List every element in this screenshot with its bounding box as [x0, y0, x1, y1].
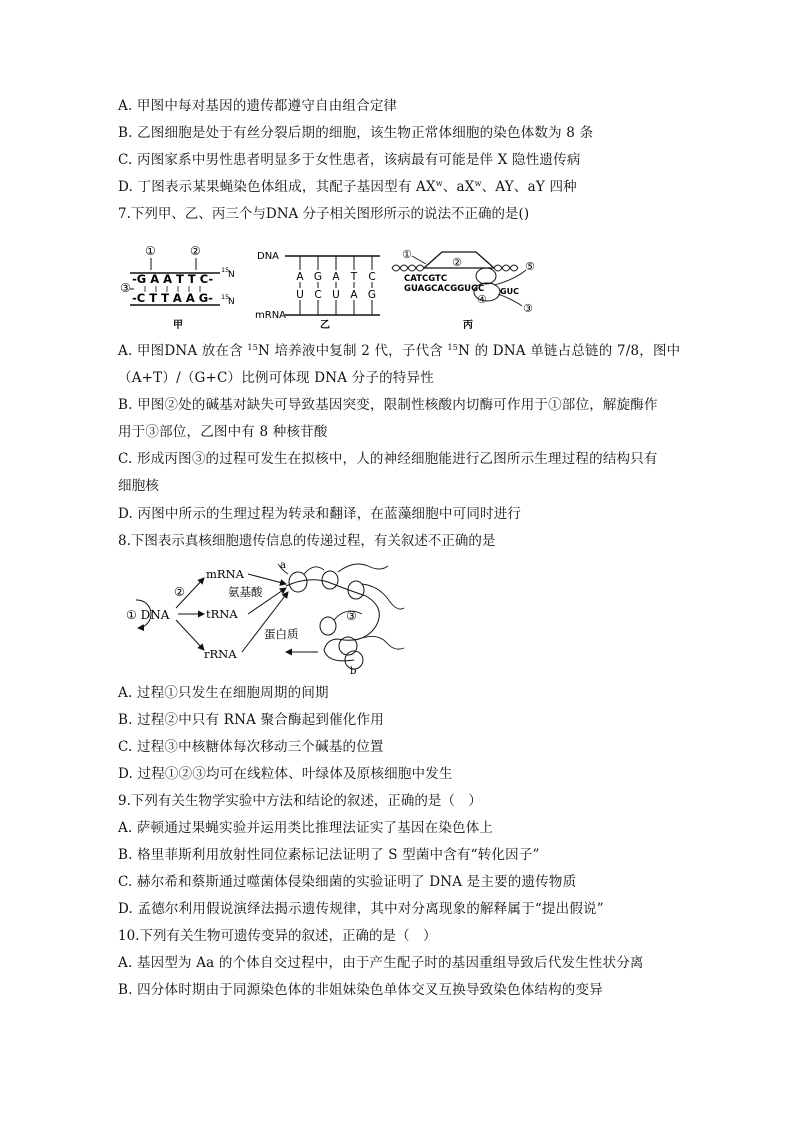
yi-top-base: C [368, 271, 376, 283]
yi-bottom-base: A [350, 289, 358, 301]
bing-marker-5: ⑤ [525, 260, 535, 273]
bing-marker-3: ③ [523, 302, 533, 315]
q8-stem: 8.下图表示真核细胞遗传信息的传递过程，有关叙述不正确的是 [118, 533, 496, 549]
q7-option-a-line1 [118, 342, 680, 360]
q6-d-text-1: D. 丁图表示某果蝇染色体组成，其配子基因型有 AX [118, 179, 436, 195]
q9-option-d: D. 孟德尔利用假说演绎法揭示遗传规律，其中对分离现象的解释属于“提出假说” [118, 901, 604, 917]
q8-label-a: a [280, 560, 286, 571]
q8-option-a: A. 过程①只发生在细胞周期的间期 [118, 685, 329, 701]
q8-mrna-label: mRNA [206, 567, 244, 581]
q8-marker-2: ② [174, 585, 185, 599]
q7-option-d: D. 丙图中所示的生理过程为转录和翻译，在蓝藻细胞中可同时进行 [118, 506, 522, 522]
q9-stem: 9.下列有关生物学实验中方法和结论的叙述，正确的是（ ） [118, 793, 482, 809]
jia-bottom-strand: -C T T A A G- [132, 291, 213, 305]
bing-seq-2: GUAGCACGGUGC [404, 284, 485, 294]
q6-option-b: B. 乙图细胞是处于有丝分裂后期的细胞，该生物正常体细胞的染色体数为 8 条 [118, 125, 594, 141]
jia-marker-2: ② [190, 244, 201, 258]
bing-label: 丙 [463, 320, 473, 331]
q6-option-a: A. 甲图中每对基因的遗传都遵守自由组合定律 [118, 98, 398, 114]
yi-bottom-base: U [332, 289, 340, 301]
q8-dna-label: ① DNA [126, 608, 170, 622]
q8-trna-label: tRNA [206, 607, 238, 621]
bing-dna-helix-left [392, 265, 424, 271]
q8-option-c: C. 过程③中核糖体每次移动三个碱基的位置 [118, 739, 384, 755]
q7-option-b-line1: B. 甲图②处的碱基对缺失可导致基因突变，限制性核酸内切酶可作用于①部位，解旋酶作 [118, 397, 658, 413]
bing-seq-3: GUC [500, 287, 519, 296]
q8-figure [118, 556, 408, 676]
yi-top-base: A [296, 271, 304, 283]
yi-bottom-base: U [296, 289, 304, 301]
yi-top-base: A [332, 271, 340, 283]
q8-label-b: b [350, 666, 357, 676]
q7-option-b-line2: 用于③部位，乙图中有 8 种核苷酸 [118, 424, 328, 440]
jia-marker-1: ① [145, 244, 156, 258]
q8-option-b: B. 过程②中只有 RNA 聚合酶起到催化作用 [118, 712, 384, 728]
q8-arrow-rrna-ribosome [242, 592, 288, 652]
q6-d-sup-2: w [474, 179, 482, 188]
q7-a-text-3: N 的 DNA 单链占总链的 7/8，图中 [458, 343, 681, 359]
q10-stem: 10.下列有关生物可遗传变异的叙述，正确的是（ ） [118, 928, 437, 944]
q8-arrow-mrna-ribosome [248, 574, 286, 584]
jia-top-strand: -G A A T T C- [132, 272, 214, 286]
yi-base-rungs [300, 256, 372, 315]
q7-a-text-1: A. 甲图DNA 放在含 [118, 343, 248, 359]
yi-bottom-base: G [367, 289, 377, 301]
q10-option-a: A. 基因型为 Aa 的个体自交过程中，由于产生配子时的基因重组导致后代发生性状分离 [118, 955, 644, 971]
yi-mrna-label: mRNA [255, 310, 287, 321]
q7-a-sup-1: 15 [247, 343, 258, 352]
bing-seq-1: CATCGTC [404, 274, 448, 284]
q8-rrna-label: rRNA [204, 647, 237, 661]
jia-n-top: N [228, 270, 235, 280]
q9-option-a: A. 萨顿通过果蝇实验并运用类比推理法证实了基因在染色体上 [118, 820, 494, 836]
yi-top-base: G [313, 271, 323, 283]
q9-option-c: C. 赫尔希和蔡斯通过噬菌体侵染细菌的实验证明了 DNA 是主要的遗传物质 [118, 874, 577, 890]
q9-option-b: B. 格里菲斯利用放射性同位素标记法证明了 S 型菌中含有“转化因子” [118, 847, 540, 863]
q6-option-d [118, 178, 577, 196]
q6-option-c: C. 丙图家系中男性患者明显多于女性患者，该病最有可能是伴 X 隐性遗传病 [118, 152, 581, 168]
yi-bottom-bases [293, 288, 378, 301]
q7-figure-yi [255, 240, 385, 332]
bing-ribosome-top [476, 268, 496, 284]
q7-option-c-line2: 细胞核 [118, 478, 160, 494]
jia-n15-bottom-sup: 15 [221, 293, 230, 301]
bing-marker-4: ④ [477, 293, 487, 306]
q7-option-c-line1: C. 形成丙图③的过程可发生在拟核中，人的神经细胞能进行乙图所示生理过程的结构只有 [118, 451, 658, 467]
jia-marker-3: ③ [120, 281, 131, 295]
q6-d-text-3: 、AY、aY 四种 [481, 179, 577, 195]
q8-marker-3: ③ [346, 609, 357, 623]
q8-option-d: D. 过程①②③均可在线粒体、叶绿体及原核细胞中发生 [118, 766, 453, 782]
q7-figure-jia [118, 240, 248, 332]
q7-figure-bing [390, 240, 550, 332]
q7-a-text-2: N 培养液中复制 2 代，子代含 [258, 343, 448, 359]
q8-protein-label: 蛋白质 [264, 627, 299, 641]
q7-stem: 7.下列甲、乙、丙三个与DNA 分子相关图形所示的说法不正确的是() [118, 206, 530, 222]
jia-n15-top-sup: 15 [221, 266, 230, 274]
q8-arrow-to-rrna [176, 620, 204, 650]
q7-a-sup-2: 15 [447, 343, 459, 352]
yi-top-base: T [350, 271, 358, 283]
yi-bottom-base: C [314, 289, 322, 301]
bing-peptide-chain [494, 270, 526, 285]
jia-n-bottom: N [228, 297, 235, 307]
q8-polypeptide-chains [304, 564, 404, 649]
q8-amino-acid-label: 氨基酸 [228, 585, 263, 599]
yi-label: 乙 [320, 320, 330, 331]
q10-option-b: B. 四分体时期由于同源染色体的非姐妹染色单体交叉互换导致染色体结构的变异 [118, 982, 603, 998]
yi-dna-label: DNA [257, 251, 280, 262]
q6-d-sup-1: w [435, 179, 443, 188]
q6-d-text-2: 、aX [442, 179, 475, 195]
bing-dna-helix-right [494, 265, 518, 271]
bing-pointer-1 [412, 256, 426, 264]
yi-top-bases [293, 270, 378, 283]
bing-marker-2: ② [452, 256, 462, 269]
bing-marker-1: ① [402, 248, 412, 261]
jia-label: 甲 [173, 320, 183, 331]
q7-option-a-line2: （A+T）/（G+C）比例可体现 DNA 分子的特异性 [118, 370, 434, 386]
